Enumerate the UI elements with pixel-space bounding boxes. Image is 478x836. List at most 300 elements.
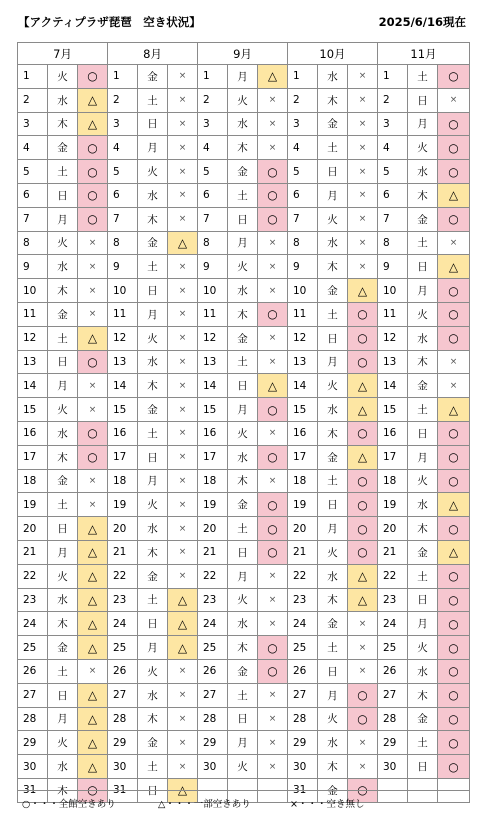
availability-status: × [168, 65, 198, 89]
weekday: 木 [408, 683, 438, 707]
weekday: 土 [138, 588, 168, 612]
availability-status: ○ [78, 778, 108, 802]
day-number: 2 [288, 88, 318, 112]
day-number: 4 [378, 136, 408, 160]
availability-status: × [168, 731, 198, 755]
day-number: 24 [378, 612, 408, 636]
availability-status: △ [348, 374, 378, 398]
table-row [18, 255, 470, 279]
day-number: 18 [378, 469, 408, 493]
availability-status: ○ [258, 302, 288, 326]
day-number: 18 [288, 469, 318, 493]
day-number: 19 [288, 493, 318, 517]
weekday: 木 [138, 707, 168, 731]
weekday: 火 [228, 755, 258, 779]
availability-status: ○ [348, 469, 378, 493]
availability-status: × [438, 350, 470, 374]
day-number: 16 [108, 421, 138, 445]
day-number: 14 [198, 374, 228, 398]
day-number: 30 [288, 755, 318, 779]
availability-status: × [348, 183, 378, 207]
day-number: 27 [378, 683, 408, 707]
weekday: 金 [318, 612, 348, 636]
weekday: 火 [48, 398, 78, 422]
weekday: 月 [48, 540, 78, 564]
weekday: 土 [318, 636, 348, 660]
day-number: 11 [198, 302, 228, 326]
availability-status: × [78, 398, 108, 422]
availability-status: × [348, 255, 378, 279]
day-number: 18 [18, 469, 48, 493]
weekday: 金 [228, 493, 258, 517]
weekday: 月 [228, 398, 258, 422]
weekday: 火 [228, 255, 258, 279]
availability-status: ○ [78, 445, 108, 469]
availability-status: ○ [78, 136, 108, 160]
weekday: 水 [408, 493, 438, 517]
availability-status: × [168, 374, 198, 398]
availability-table [17, 42, 470, 803]
table-row [18, 326, 470, 350]
weekday: 日 [318, 659, 348, 683]
availability-status: ○ [438, 659, 470, 683]
availability-status: ○ [78, 160, 108, 184]
day-number: 26 [288, 659, 318, 683]
availability-status: △ [78, 326, 108, 350]
availability-status: × [78, 659, 108, 683]
weekday: 火 [228, 588, 258, 612]
availability-status: × [168, 183, 198, 207]
availability-status: × [348, 207, 378, 231]
day-number: 29 [378, 731, 408, 755]
availability-status: ○ [438, 112, 470, 136]
weekday: 木 [48, 445, 78, 469]
availability-status: × [168, 350, 198, 374]
day-number: 25 [108, 636, 138, 660]
day-number: 31 [18, 778, 48, 802]
day-number: 12 [378, 326, 408, 350]
availability-status: △ [348, 564, 378, 588]
day-number: 11 [108, 302, 138, 326]
day-number: 14 [18, 374, 48, 398]
table-row [18, 302, 470, 326]
day-number: 4 [288, 136, 318, 160]
day-number: 24 [198, 612, 228, 636]
availability-status: △ [438, 183, 470, 207]
weekday: 木 [408, 183, 438, 207]
availability-status: ○ [438, 302, 470, 326]
day-number: 20 [18, 517, 48, 541]
day-number: 2 [108, 88, 138, 112]
weekday: 日 [228, 374, 258, 398]
day-number: 12 [198, 326, 228, 350]
availability-status: △ [438, 493, 470, 517]
weekday: 火 [408, 469, 438, 493]
availability-status: ○ [438, 421, 470, 445]
availability-status: × [168, 683, 198, 707]
table-row [18, 707, 470, 731]
availability-status: ○ [348, 421, 378, 445]
weekday: 金 [408, 374, 438, 398]
weekday: 水 [138, 350, 168, 374]
availability-status: △ [78, 755, 108, 779]
availability-status: ○ [438, 731, 470, 755]
weekday: 金 [318, 279, 348, 303]
day-number: 5 [108, 160, 138, 184]
day-number: 8 [18, 231, 48, 255]
day-number: 27 [198, 683, 228, 707]
day-number: 23 [18, 588, 48, 612]
availability-status: △ [78, 731, 108, 755]
weekday: 火 [138, 493, 168, 517]
day-number: 7 [198, 207, 228, 231]
table-row [18, 421, 470, 445]
weekday: 土 [318, 469, 348, 493]
weekday: 水 [48, 588, 78, 612]
weekday: 木 [318, 255, 348, 279]
weekday: 木 [228, 302, 258, 326]
weekday: 土 [408, 731, 438, 755]
availability-status: × [348, 731, 378, 755]
day-number: 14 [288, 374, 318, 398]
day-number: 19 [378, 493, 408, 517]
day-number: 27 [288, 683, 318, 707]
weekday: 土 [48, 493, 78, 517]
day-number: 18 [198, 469, 228, 493]
availability-status: × [258, 588, 288, 612]
weekday: 木 [48, 612, 78, 636]
availability-status: × [168, 279, 198, 303]
weekday: 木 [318, 588, 348, 612]
month-header: 9月 [198, 43, 288, 65]
day-number: 4 [18, 136, 48, 160]
availability-status: × [348, 612, 378, 636]
weekday: 土 [228, 183, 258, 207]
day-number: 8 [198, 231, 228, 255]
weekday: 金 [48, 302, 78, 326]
weekday: 日 [228, 540, 258, 564]
weekday: 火 [48, 231, 78, 255]
day-number: 19 [108, 493, 138, 517]
table-row [18, 612, 470, 636]
day-number: 26 [378, 659, 408, 683]
availability-status: × [168, 445, 198, 469]
availability-status: ○ [438, 207, 470, 231]
availability-status: ○ [258, 207, 288, 231]
weekday: 金 [408, 707, 438, 731]
weekday: 金 [48, 636, 78, 660]
table-row [18, 160, 470, 184]
availability-status: × [348, 136, 378, 160]
day-number: 13 [108, 350, 138, 374]
weekday: 木 [48, 112, 78, 136]
availability-status: ○ [78, 183, 108, 207]
weekday: 月 [408, 112, 438, 136]
availability-status: ○ [348, 540, 378, 564]
day-number: 11 [288, 302, 318, 326]
availability-status: × [168, 160, 198, 184]
weekday: 土 [138, 255, 168, 279]
availability-status: × [348, 636, 378, 660]
weekday: 日 [408, 421, 438, 445]
day-number: 15 [108, 398, 138, 422]
weekday: 月 [48, 707, 78, 731]
availability-status: ○ [258, 398, 288, 422]
weekday: 火 [138, 160, 168, 184]
availability-status: × [258, 564, 288, 588]
availability-status: × [348, 231, 378, 255]
day-number: 1 [288, 65, 318, 89]
availability-status: ○ [438, 636, 470, 660]
day-number: 15 [18, 398, 48, 422]
day-number: 4 [198, 136, 228, 160]
day-number: 1 [18, 65, 48, 89]
availability-status: ○ [78, 65, 108, 89]
availability-status: × [258, 112, 288, 136]
day-number: 22 [198, 564, 228, 588]
availability-status: ○ [348, 683, 378, 707]
availability-status: × [168, 136, 198, 160]
day-number: 22 [18, 564, 48, 588]
day-number: 31 [288, 778, 318, 802]
day-number: 19 [18, 493, 48, 517]
weekday: 月 [318, 517, 348, 541]
availability-status: × [258, 612, 288, 636]
availability-status: ○ [258, 540, 288, 564]
weekday: 火 [48, 65, 78, 89]
availability-status: △ [78, 540, 108, 564]
weekday: 木 [318, 421, 348, 445]
weekday: 火 [408, 302, 438, 326]
day-number: 24 [288, 612, 318, 636]
day-number: 15 [378, 398, 408, 422]
weekday: 月 [318, 683, 348, 707]
weekday: 火 [138, 326, 168, 350]
weekday: 水 [138, 683, 168, 707]
availability-status: × [78, 231, 108, 255]
weekday: 土 [138, 755, 168, 779]
availability-status: × [258, 421, 288, 445]
availability-status: × [258, 707, 288, 731]
availability-status: △ [348, 445, 378, 469]
availability-status: △ [258, 374, 288, 398]
day-number: 23 [378, 588, 408, 612]
weekday: 日 [318, 160, 348, 184]
month-header: 11月 [378, 43, 470, 65]
table-row [18, 398, 470, 422]
availability-status: ○ [348, 778, 378, 802]
weekday: 木 [48, 279, 78, 303]
weekday: 日 [138, 279, 168, 303]
day-number: 26 [198, 659, 228, 683]
availability-status: × [258, 755, 288, 779]
weekday: 日 [408, 255, 438, 279]
availability-status: ○ [438, 588, 470, 612]
weekday: 日 [138, 612, 168, 636]
weekday: 日 [318, 326, 348, 350]
day-number: 16 [18, 421, 48, 445]
day-number: 28 [378, 707, 408, 731]
weekday: 金 [138, 398, 168, 422]
day-number: 13 [378, 350, 408, 374]
day-number: 19 [198, 493, 228, 517]
weekday: 土 [228, 350, 258, 374]
day-number: 21 [18, 540, 48, 564]
availability-status: ○ [348, 350, 378, 374]
weekday: 火 [318, 540, 348, 564]
day-number: 28 [198, 707, 228, 731]
availability-status: × [168, 493, 198, 517]
table-row [18, 683, 470, 707]
weekday: 土 [318, 302, 348, 326]
day-number: 6 [18, 183, 48, 207]
weekday: 木 [228, 636, 258, 660]
day-number: 5 [198, 160, 228, 184]
weekday: 月 [138, 136, 168, 160]
availability-status: ○ [438, 564, 470, 588]
availability-status: × [168, 517, 198, 541]
day-number: 17 [378, 445, 408, 469]
availability-status: ○ [258, 517, 288, 541]
day-number: 8 [378, 231, 408, 255]
weekday: 水 [48, 255, 78, 279]
day-number: 15 [288, 398, 318, 422]
legend-full: ×・・・空き無し [290, 799, 365, 810]
day-number: 31 [108, 778, 138, 802]
day-number: 28 [18, 707, 48, 731]
weekday: 水 [48, 88, 78, 112]
weekday: 月 [228, 65, 258, 89]
weekday: 日 [138, 778, 168, 802]
month-header: 8月 [108, 43, 198, 65]
day-number: 22 [108, 564, 138, 588]
weekday: 土 [48, 659, 78, 683]
table-row [18, 540, 470, 564]
footer-divider [17, 790, 469, 791]
day-number: 25 [198, 636, 228, 660]
availability-status: ○ [348, 493, 378, 517]
weekday: 水 [228, 279, 258, 303]
availability-status: × [348, 755, 378, 779]
day-number: 9 [198, 255, 228, 279]
availability-status: ○ [258, 160, 288, 184]
table-row [18, 469, 470, 493]
availability-status: ○ [438, 160, 470, 184]
weekday: 木 [318, 755, 348, 779]
day-number: 1 [198, 65, 228, 89]
availability-status: × [78, 469, 108, 493]
availability-status: × [258, 136, 288, 160]
day-number: 10 [198, 279, 228, 303]
availability-status: × [258, 469, 288, 493]
report-date: 2025/6/16現在 [378, 15, 466, 29]
day-number: 20 [288, 517, 318, 541]
availability-status: × [438, 374, 470, 398]
availability-status: ○ [438, 469, 470, 493]
day-number: 17 [108, 445, 138, 469]
table-row [18, 279, 470, 303]
table-row [18, 112, 470, 136]
day-number: 7 [288, 207, 318, 231]
weekday: 月 [48, 207, 78, 231]
availability-status: ○ [258, 493, 288, 517]
day-number: 12 [108, 326, 138, 350]
weekday: 水 [318, 564, 348, 588]
day-number: 17 [288, 445, 318, 469]
availability-status: ○ [438, 707, 470, 731]
availability-status: × [438, 88, 470, 112]
weekday: 火 [138, 659, 168, 683]
weekday: 月 [318, 183, 348, 207]
weekday: 土 [228, 517, 258, 541]
availability-status: ○ [348, 326, 378, 350]
day-number: 22 [378, 564, 408, 588]
availability-status: △ [78, 636, 108, 660]
weekday: 日 [48, 350, 78, 374]
day-number: 13 [198, 350, 228, 374]
weekday: 月 [48, 374, 78, 398]
availability-status: △ [78, 112, 108, 136]
weekday: 月 [408, 445, 438, 469]
availability-status: ○ [438, 279, 470, 303]
day-number: 3 [378, 112, 408, 136]
availability-status: ○ [348, 302, 378, 326]
weekday: 水 [228, 612, 258, 636]
day-number: 27 [18, 683, 48, 707]
weekday: 木 [48, 778, 78, 802]
day-number: 22 [288, 564, 318, 588]
weekday: 水 [318, 398, 348, 422]
availability-status: ○ [438, 612, 470, 636]
weekday: 水 [408, 160, 438, 184]
day-number: 16 [378, 421, 408, 445]
day-number: 7 [108, 207, 138, 231]
weekday: 水 [48, 421, 78, 445]
availability-status: ○ [258, 183, 288, 207]
weekday: 火 [408, 636, 438, 660]
weekday: 月 [138, 636, 168, 660]
availability-status: × [258, 231, 288, 255]
weekday: 木 [228, 469, 258, 493]
day-number: 23 [198, 588, 228, 612]
day-number: 27 [108, 683, 138, 707]
day-number: 13 [18, 350, 48, 374]
availability-status: △ [168, 231, 198, 255]
availability-status: × [258, 731, 288, 755]
weekday: 火 [228, 88, 258, 112]
weekday: 火 [48, 731, 78, 755]
weekday: 金 [48, 136, 78, 160]
table-row [18, 445, 470, 469]
day-number: 4 [108, 136, 138, 160]
weekday: 水 [318, 231, 348, 255]
weekday: 水 [228, 445, 258, 469]
day-number: 21 [378, 540, 408, 564]
weekday: 土 [408, 231, 438, 255]
availability-status: × [168, 707, 198, 731]
day-number: 10 [108, 279, 138, 303]
availability-status: × [258, 255, 288, 279]
weekday: 木 [318, 88, 348, 112]
availability-status: ○ [348, 517, 378, 541]
availability-status: △ [168, 612, 198, 636]
availability-status: × [348, 160, 378, 184]
day-number: 8 [288, 231, 318, 255]
availability-status: △ [438, 540, 470, 564]
weekday: 水 [408, 659, 438, 683]
day-number: 6 [288, 183, 318, 207]
weekday: 金 [318, 445, 348, 469]
